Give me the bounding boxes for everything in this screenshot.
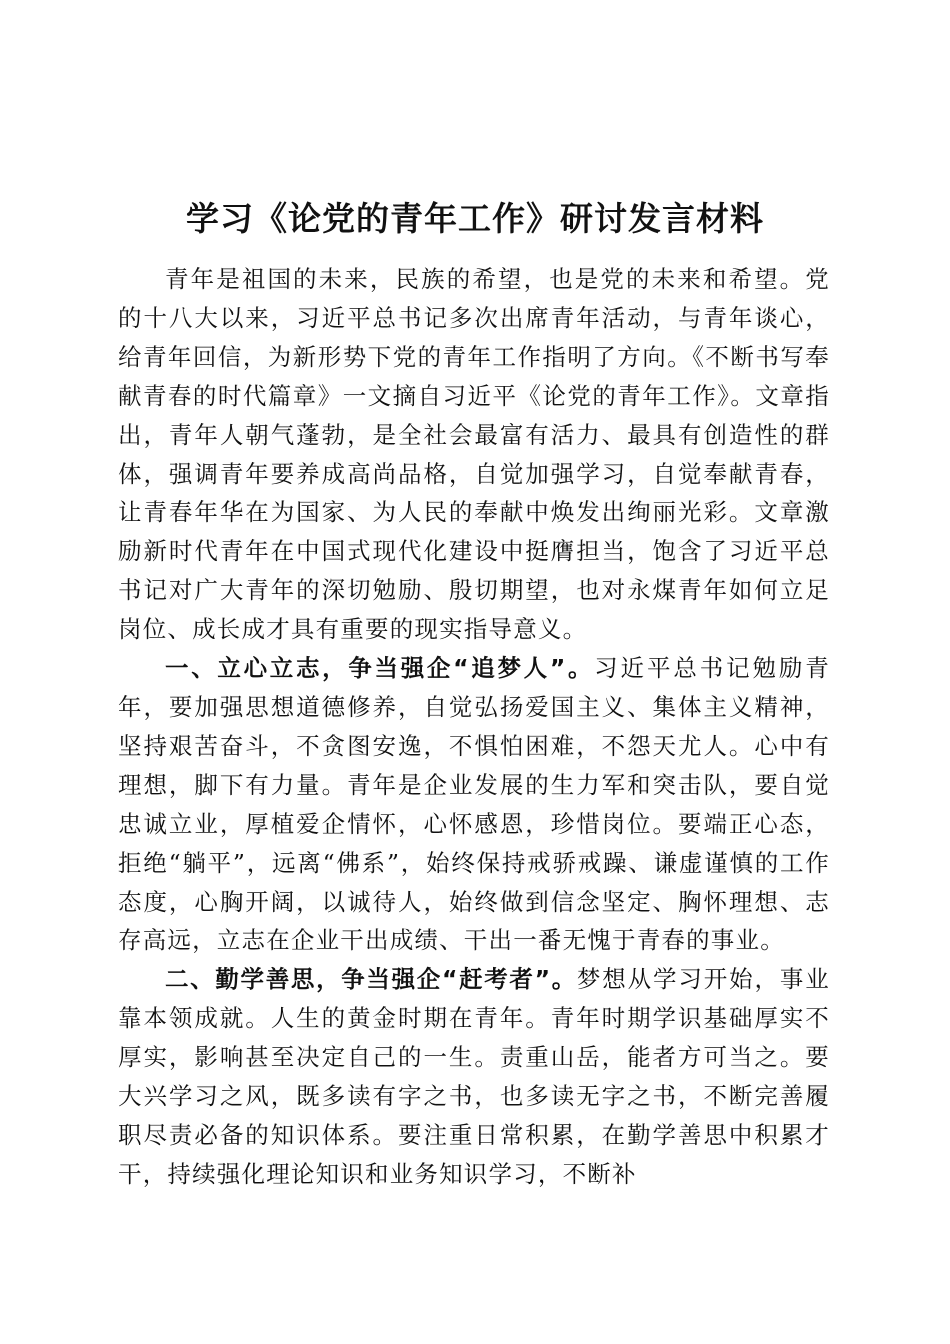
paragraph-text: 习近平总书记勉励青年，要加强思想道德修养，自觉弘扬爱国主义、集体主义精神，坚持艰苦奋斗，不贪图安逸，不惧怕困难，不怨天尤人。心中有理想，脚下有力量。青年是企业发展的生力军和突击队，要自觉忠诚立业，厚植爱企情怀，心怀感恩，珍惜岗位。要端正心态，拒绝“躺平”，远离“佛系”，始终保持戒骄戒躁、谦虚谨慎的工作态度，心胸开阔，以诚待人，始终做到信念坚定、胸怀理想、志存高远，立志在企业干出成绩、干出一番无愧于青春的事业。 (118, 654, 830, 955)
paragraph-text: 青年是祖国的未来，民族的希望，也是党的未来和希望。党的十八大以来，习近平总书记多次出席青年活动，与青年谈心，给青年回信，为新形势下党的青年工作指明了方向。《不断书写奉献青春的时代篇章》一文摘自习近平《论党的青年工作》。文章指出，青年人朝气蓬勃，是全社会最富有活力、最具有创造性的群体，强调青年要养成高尚品格，自觉加强学习，自觉奉献青春，让青春年华在为国家、为人民的奉献中焕发出绚丽光彩。文章激励新时代青年在中国式现代化建设中挺膺担当，饱含了习近平总书记对广大青年的深切勉励、殷切期望，也对永煤青年如何立足岗位、成长成才具有重要的现实指导意义。 (118, 265, 830, 644)
section-heading: 一、立心立志，争当强企“追梦人”。 (165, 654, 595, 683)
document-title: 学习《论党的青年工作》研讨发言材料 (186, 199, 764, 238)
paragraph-intro (118, 260, 830, 649)
document-body (118, 260, 830, 1194)
section-heading: 二、勤学善思，争当强企“赶考者”。 (165, 965, 577, 994)
paragraph-text: 梦想从学习开始，事业靠本领成就。人生的黄金时期在青年。青年时期学识基础厚实不厚实，影响甚至决定自己的一生。责重山岳，能者方可当之。要大兴学习之风，既多读有字之书，也多读无字之书，不断完善履职尽责必备的知识体系。要注重日常积累，在勤学善思中积累才干，持续强化理论知识和业务知识学习，不断补 (118, 965, 831, 1188)
paragraph-section-1 (118, 649, 830, 960)
paragraph-section-2 (118, 960, 830, 1193)
